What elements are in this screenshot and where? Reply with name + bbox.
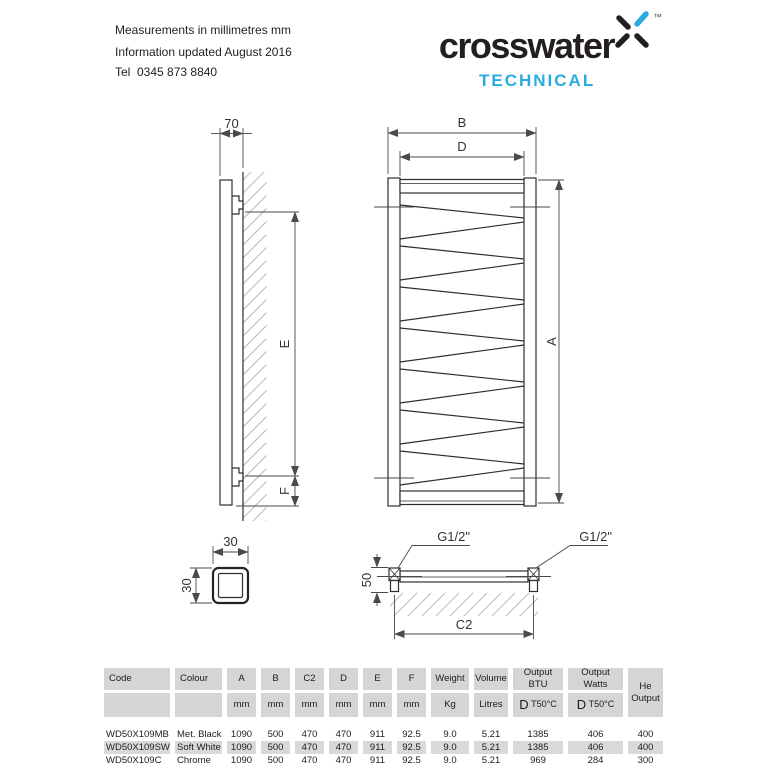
table-unit-cell: mm bbox=[227, 693, 256, 717]
table-cell: 470 bbox=[329, 741, 358, 754]
brand-logo-text: crosswater bbox=[438, 25, 614, 66]
header-telephone: Tel 0345 873 8840 bbox=[115, 65, 218, 79]
table-cell: 406 bbox=[568, 741, 623, 754]
table-cell: 1090 bbox=[227, 741, 256, 754]
table-cell: 470 bbox=[335, 729, 352, 740]
table-cell: 969 bbox=[530, 755, 546, 766]
table-cell: 284 bbox=[587, 755, 604, 766]
table-cell: WD50X109SW bbox=[106, 742, 170, 753]
table-cell: WD50X109MB bbox=[106, 729, 169, 740]
wall-bracket-top bbox=[232, 196, 243, 214]
table-cell: 300 bbox=[637, 755, 654, 766]
table-cell: 470 bbox=[295, 741, 324, 754]
connection-label-right: G1/2" bbox=[579, 529, 612, 544]
table-cell: 470 bbox=[301, 755, 318, 766]
dim-label-50: 50 bbox=[359, 572, 374, 588]
table-cell: 500 bbox=[261, 741, 290, 754]
manifold-view-drawing bbox=[359, 529, 612, 639]
table-unit-cell bbox=[175, 693, 222, 717]
table-header-cell: Output Watts bbox=[568, 668, 623, 690]
table-cell: 400 bbox=[637, 729, 654, 740]
table-unit-cell: D T50°C bbox=[513, 693, 563, 717]
table-header-cell: E bbox=[363, 668, 392, 690]
table-cell: 1090 bbox=[230, 729, 253, 740]
dim-label-e: E bbox=[277, 339, 292, 349]
bottom-rail bbox=[400, 491, 524, 505]
left-vertical-tube bbox=[388, 178, 400, 506]
radiator-side-profile bbox=[220, 180, 232, 505]
table-cell: 5.21 bbox=[481, 755, 501, 766]
table-header-cell: Colour bbox=[175, 668, 222, 690]
dim-label-30-width: 30 bbox=[223, 534, 238, 549]
table-cell: 9.0 bbox=[443, 755, 457, 766]
connection-label-left: G1/2" bbox=[437, 529, 470, 544]
left-valve-lower bbox=[391, 581, 399, 592]
table-cell: 9.0 bbox=[443, 729, 457, 740]
header-updated-note: Information updated August 2016 bbox=[115, 45, 292, 59]
table-header-cell: Weight bbox=[431, 668, 469, 690]
table-cell: 911 bbox=[363, 741, 392, 754]
dim-label-b: B bbox=[457, 115, 467, 130]
spec-table bbox=[104, 668, 663, 767]
table-cell: 500 bbox=[267, 755, 284, 766]
table-cell: 470 bbox=[335, 755, 352, 766]
tube-section-drawing bbox=[179, 534, 248, 603]
trademark-symbol: ™ bbox=[653, 12, 662, 22]
zigzag-tubes bbox=[400, 205, 524, 485]
dim-label-30-height: 30 bbox=[179, 578, 194, 593]
table-cell: 1090 bbox=[230, 755, 253, 766]
table-unit-cell: Kg bbox=[431, 693, 469, 717]
table-cell: 92.5 bbox=[402, 755, 421, 766]
table-cell: 5.21 bbox=[481, 729, 501, 740]
side-view-drawing bbox=[211, 116, 299, 557]
dim-label-a: A bbox=[544, 337, 559, 346]
table-cell: 911 bbox=[369, 755, 386, 766]
right-vertical-tube bbox=[524, 178, 536, 506]
dim-label-c2: C2 bbox=[455, 617, 473, 632]
table-unit-cell bbox=[104, 693, 170, 717]
top-rail bbox=[400, 180, 524, 194]
right-connection-leader-line bbox=[536, 546, 608, 569]
brand-tagline: TECHNICAL bbox=[479, 71, 596, 90]
table-unit-cell: mm bbox=[329, 693, 358, 717]
table-cell: 9.0 bbox=[431, 741, 469, 754]
table-cell: 92.5 bbox=[397, 741, 426, 754]
table-unit-cell: mm bbox=[397, 693, 426, 717]
table-cell: WD50X109C bbox=[106, 755, 162, 766]
table-cell: 400 bbox=[628, 741, 663, 754]
table-header-cell: Code bbox=[104, 668, 170, 690]
table-cell: Soft White bbox=[177, 742, 221, 753]
table-cell: 500 bbox=[267, 729, 284, 740]
table-cell: Met. Black bbox=[177, 729, 222, 740]
table-header-cell: D bbox=[329, 668, 358, 690]
table-unit-cell: mm bbox=[261, 693, 290, 717]
floor-hatching bbox=[376, 593, 557, 620]
wall-hatching bbox=[243, 156, 267, 557]
table-cell: 1385 bbox=[513, 741, 563, 754]
table-header-cell: B bbox=[261, 668, 290, 690]
table-unit-cell: mm bbox=[295, 693, 324, 717]
table-unit-cell: D T50°C bbox=[568, 693, 623, 717]
table-header-cell: Output BTU bbox=[513, 668, 563, 690]
wall-bracket-bottom bbox=[232, 468, 243, 486]
dim-label-depth-70: 70 bbox=[224, 116, 239, 131]
table-cell: 92.5 bbox=[402, 729, 421, 740]
table-unit-cell: mm bbox=[363, 693, 392, 717]
left-connection-leader-line bbox=[398, 546, 470, 569]
table-cell: 5.21 bbox=[474, 741, 508, 754]
table-cell: 1385 bbox=[527, 729, 549, 740]
table-header-cell: C2 bbox=[295, 668, 324, 690]
right-valve-lower bbox=[530, 581, 538, 592]
header-measurement-note: Measurements in millimetres mm bbox=[115, 23, 292, 37]
table-cell: 911 bbox=[369, 729, 386, 740]
table-cell: 406 bbox=[587, 729, 604, 740]
table-unit-cell: Litres bbox=[474, 693, 508, 717]
table-cell: 470 bbox=[301, 729, 318, 740]
dim-label-d: D bbox=[457, 139, 467, 154]
table-header-cell: Volume bbox=[474, 668, 508, 690]
table-cell: Chrome bbox=[177, 755, 211, 766]
table-header-cell: He Output bbox=[628, 668, 663, 717]
dim-label-f: F bbox=[277, 487, 292, 495]
table-header-cell: A bbox=[227, 668, 256, 690]
front-view-drawing bbox=[374, 115, 564, 506]
table-header-cell: F bbox=[397, 668, 426, 690]
